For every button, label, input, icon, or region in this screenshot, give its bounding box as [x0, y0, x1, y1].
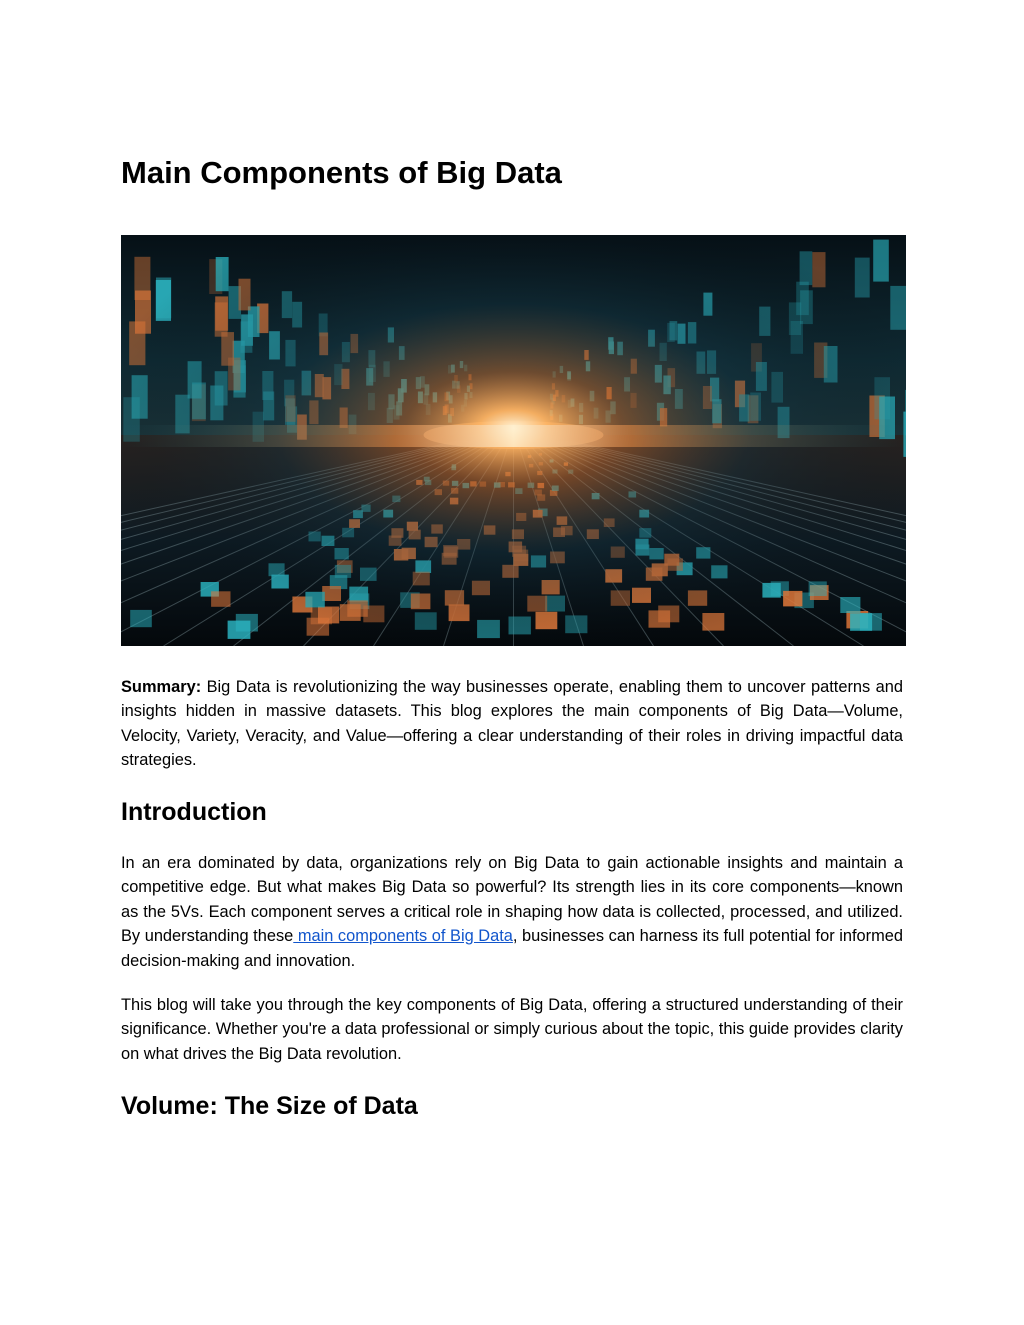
- data-tunnel-image: [121, 235, 906, 646]
- summary-paragraph: [121, 675, 903, 773]
- introduction-heading: Introduction: [121, 798, 267, 826]
- big-data-components-link[interactable]: main components of Big Data: [293, 927, 513, 946]
- summary-text: Big Data is revolutionizing the way businesses operate, enabling them to uncover patterns and insights hidden in massive datasets. This blog explores the main components of Big Data—Volume, Velocity, Variety, Veracity, and Value—offering a clear understanding of their roles in driving impactful data strategies.: [121, 678, 903, 770]
- introduction-paragraph-1: [121, 851, 903, 973]
- introduction-text: In an era dominated by data, organizations rely on Big Data to gain actionable insights and maintain a competitive edge. But what makes Big Data so powerful? Its strength lies in its core components—known as the 5Vs. Each component serves a critical role in shaping how data is collected, processed, and utilized. By understanding these: [121, 854, 903, 946]
- summary-label: Summary:: [121, 678, 202, 696]
- hero-image: [121, 235, 906, 646]
- introduction-text-end: , businesses can harness its full potential for informed decision-making and innovation.: [121, 927, 903, 970]
- volume-heading: Volume: The Size of Data: [121, 1092, 418, 1120]
- introduction-paragraph-2: This blog will take you through the key components of Big Data, offering a structured understanding of their significance. Whether you're a data professional or simply curious about the topic, this guide provides clarity on what drives the Big Data revolution.: [121, 996, 903, 1063]
- page-title: Main Components of Big Data: [121, 155, 562, 190]
